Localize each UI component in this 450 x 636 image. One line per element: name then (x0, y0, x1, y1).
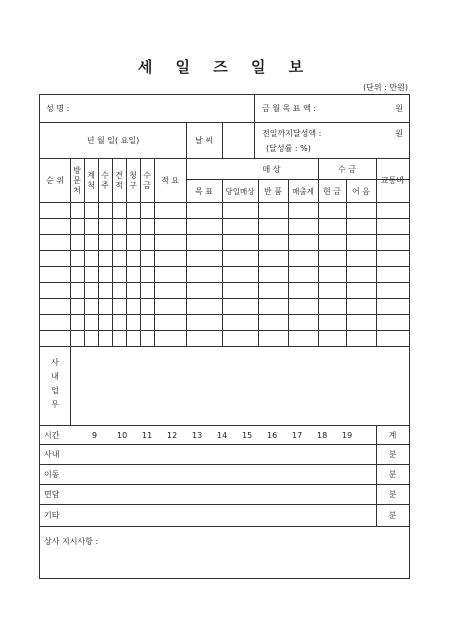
col-return: 반 품 (264, 186, 282, 196)
weather-label: 날 씨 (195, 136, 213, 145)
supervisor-notes-field[interactable] (40, 547, 409, 578)
group-sales: 매 상 (262, 164, 281, 174)
hour-tick-label: 10 (117, 430, 128, 440)
timesheet-row[interactable] (40, 485, 409, 505)
supervisor-notes-label: 상사 지시사항 : (44, 536, 99, 546)
monthly-target-label[interactable]: 금 월 목 표 액 : (262, 104, 317, 113)
name-label[interactable]: 성 명 : (46, 104, 70, 113)
table-row[interactable] (40, 203, 409, 219)
timesheet-row-unit: 분 (388, 511, 397, 520)
unit-note: (단위 : 만원) (363, 83, 408, 92)
time-total-label: 계 (388, 430, 397, 440)
prev-day-unit: 원 (395, 128, 403, 138)
col-estimate: 견적 (114, 170, 124, 191)
hour-tick-label: 11 (142, 430, 153, 440)
prev-day-label[interactable]: 전일까지달성액 : (262, 128, 322, 138)
table-row[interactable] (40, 251, 409, 267)
table-header (40, 159, 409, 203)
time-label: 시간 (44, 430, 60, 440)
col-bill: 어 음 (352, 186, 370, 196)
table-row[interactable] (40, 331, 409, 347)
date-row (40, 123, 409, 159)
col-transport: 교통비 (380, 176, 405, 185)
col-rank: 순 위 (46, 176, 64, 185)
timesheet-row-label: 면담 (44, 490, 60, 499)
table-row[interactable] (40, 283, 409, 299)
hour-tick-label: 15 (242, 430, 253, 440)
col-target: 목 표 (195, 186, 213, 196)
date-field[interactable]: 년 월 일( 요일) (86, 136, 140, 145)
hour-tick-label: 18 (317, 430, 328, 440)
timesheet-row[interactable] (40, 445, 409, 465)
col-daily-sales: 당일매상 (225, 186, 255, 196)
timesheet-row[interactable] (40, 465, 409, 485)
hour-tick-label: 14 (217, 430, 228, 440)
col-cash: 현 금 (323, 186, 341, 196)
table-row[interactable] (40, 219, 409, 235)
table-row[interactable] (40, 235, 409, 251)
timesheet-row-label: 이동 (44, 470, 60, 479)
timesheet-row-label: 사내 (44, 450, 60, 459)
timesheet-row-unit: 분 (388, 490, 397, 499)
report-form (39, 94, 410, 579)
table-row[interactable] (40, 315, 409, 331)
table-row[interactable] (40, 267, 409, 283)
hour-tick-label: 9 (92, 430, 98, 440)
col-collect: 수금 (142, 170, 152, 191)
achievement-rate[interactable]: (달성률 : %) (266, 143, 311, 153)
time-row (40, 426, 409, 445)
monthly-target-unit: 원 (395, 104, 403, 113)
table-row[interactable] (40, 299, 409, 315)
timesheet-row-label: 기타 (44, 511, 60, 520)
document-title: 세 일 즈 일 보 (137, 58, 313, 76)
group-collection: 수 금 (338, 164, 356, 174)
hour-tick-label: 17 (292, 430, 303, 440)
name-row (40, 95, 409, 123)
col-visit: 방문처 (72, 165, 82, 196)
col-order: 수주 (100, 170, 110, 191)
internal-work-label: 사내업무 (50, 358, 60, 414)
internal-work-row (40, 347, 409, 426)
col-claim: 청구 (128, 170, 138, 191)
timesheet-row-unit: 분 (388, 470, 397, 479)
timesheet-row-unit: 분 (388, 450, 397, 459)
timesheet-row[interactable] (40, 505, 409, 527)
col-summary: 적 요 (161, 176, 179, 185)
hour-tick-label: 12 (167, 430, 178, 440)
internal-work-field[interactable] (71, 347, 409, 425)
col-contact: 계척 (86, 170, 96, 191)
hour-tick-label: 16 (267, 430, 278, 440)
hour-tick-label: 19 (342, 430, 353, 440)
hour-tick-label: 13 (192, 430, 203, 440)
col-cumulative: 매출계 (292, 186, 314, 196)
